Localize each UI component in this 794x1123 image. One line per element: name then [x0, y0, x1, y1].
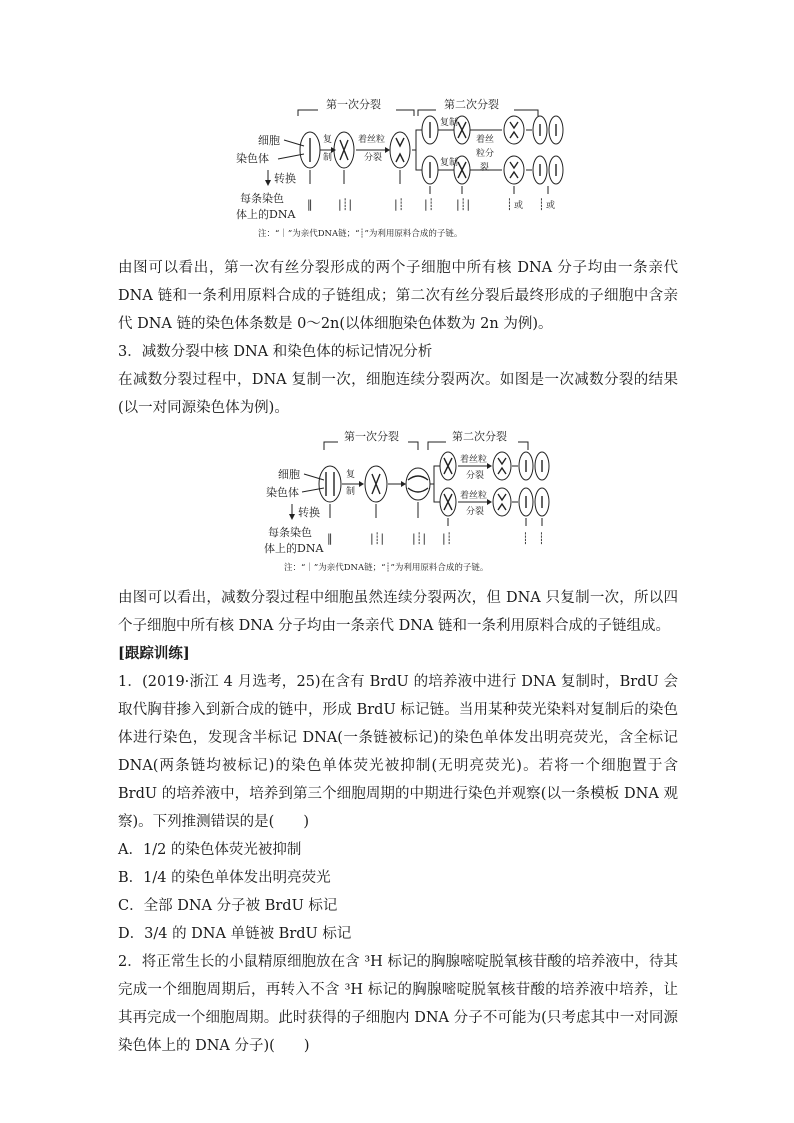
fig1-note: 注：“｜”为亲代DNA链；“┊”为利用原料合成的子链。	[258, 229, 463, 239]
svg-text:┊: ┊	[538, 198, 545, 211]
section-title-tracking-practice: [跟踪训练]	[118, 645, 190, 662]
fig1-dna-label-2: 体上的DNA	[236, 208, 296, 221]
question-1-option-d[interactable]: D．3/4 的 DNA 单链被 BrdU 标记	[118, 926, 352, 942]
fig1-phase2-label: 第二次分裂	[444, 98, 499, 111]
fig2-cent-bot-2: 分裂	[466, 507, 485, 517]
question-1-option-b[interactable]: B．1/4 的染色单体发出明亮荧光	[118, 870, 331, 886]
paragraph-1: 由图可以看出，第一次有丝分裂形成的两个子细胞中所有核 DNA 分子均由一条亲代 DNA 链和一条利用原料合成的子链组成；第二次有丝分裂后最终形成的子细胞中含亲代 DNA 链的染色体条数是 0～2n(以体细胞染色体数为 2n 为例)。	[118, 260, 678, 332]
question-1-option-a[interactable]: A．1/2 的染色体荧光被抑制	[118, 842, 302, 858]
fig1-or-2: 或	[546, 201, 556, 211]
fig2-replicate-2: 制	[346, 487, 356, 497]
svg-text:‖: ‖	[327, 532, 333, 545]
fig1-cell-3	[390, 132, 410, 168]
heading-3: 3．减数分裂中核 DNA 和染色体的标记情况分析	[118, 344, 433, 360]
question-1-stem: 1．(2019·浙江 4 月选考，25)在含有 BrdU 的培养液中进行 DNA 复制时，BrdU 会取代胸苷掺入到新合成的链中，形成 BrdU 标记链。当用某种荧光染料对复制后的染色体进行染色，发现含半标记 DNA(一条链被标记)的染色单体发出明亮荧光，含全标记 DNA(两条链均被标记)的染色单体荧光被抑制(无明亮荧光)。若将一个细胞置于含 BrdU 的培养液中，培养到第三个细胞周期的中期进行染色并观察(以一条模板 DNA 观察)。下列推测错误的是( )	[118, 674, 678, 830]
fig2-phase1-label: 第一次分裂	[344, 430, 399, 443]
fig2-cell-label: 细胞	[278, 468, 300, 481]
svg-text:┊: ┊	[506, 198, 513, 211]
fig2-dna-row	[327, 502, 545, 546]
fig1-replicate-1: 复	[323, 135, 333, 145]
fig1-replicate-2: 制	[323, 153, 333, 163]
fig2-cent-bot-1: 着丝粒	[460, 491, 488, 501]
svg-text:┊: ┊	[522, 532, 529, 545]
fig2-dna-label-2: 体上的DNA	[264, 542, 324, 555]
page-content	[118, 90, 678, 1060]
fig1-or-1: 或	[514, 201, 524, 211]
svg-text:|┊|: |┊|	[412, 532, 427, 545]
paragraph-2: 在减数分裂过程中，DNA 复制一次，细胞连续分裂两次。如图是一次减数分裂的结果(以一对同源染色体为例)。	[118, 372, 678, 416]
svg-text:|┊|: |┊|	[370, 532, 385, 545]
svg-text:┊: ┊	[538, 532, 545, 545]
fig1-centromere-1: 着丝粒	[358, 135, 386, 145]
svg-text:|┊: |┊	[442, 532, 453, 545]
svg-text:|┊: |┊	[424, 198, 435, 211]
fig1-dna-label-1: 每条染色	[240, 192, 284, 205]
fig1-convert-label: 转换	[274, 172, 296, 185]
fig2-note: 注：“｜”为亲代DNA链；“┊”为利用原料合成的子链。	[284, 563, 489, 573]
fig1-cent-top: 着丝	[476, 135, 495, 145]
fig1-rep-top: 复制	[440, 118, 459, 128]
fig1-dna-row	[307, 170, 555, 212]
fig2-phase2-label: 第二次分裂	[452, 430, 507, 443]
figure-meiosis-labeling	[118, 422, 678, 580]
fig1-cent-mid: 粒分	[476, 149, 495, 159]
fig1-rep-bot: 复制	[440, 158, 459, 168]
question-2-stem: 2．将正常生长的小鼠精原细胞放在含 ³H 标记的胸腺嘧啶脱氧核苷酸的培养液中，待其完成一个细胞周期后，再转入不含 ³H 标记的胸腺嘧啶脱氧核苷酸的培养液中培养，让其再完成一个细胞周期。此时获得的子细胞内 DNA 分子不可能为(只考虑其中一对同源染色体上的 DNA 分子)( )	[118, 954, 678, 1054]
svg-text:|┊|: |┊|	[338, 198, 353, 211]
question-1-option-c[interactable]: C．全部 DNA 分子被 BrdU 标记	[118, 898, 338, 914]
fig1-centromere-2: 分裂	[364, 153, 383, 163]
fig2-dna-label-1: 每条染色	[268, 526, 312, 539]
fig2-chrom-label: 染色体	[266, 486, 299, 499]
fig2-replicate-1: 复	[346, 470, 356, 480]
fig1-chrom-label: 染色体	[236, 152, 269, 165]
paragraph-3: 由图可以看出，减数分裂过程中细胞虽然连续分裂两次，但 DNA 只复制一次，所以四个子细胞中所有核 DNA 分子均由一条亲代 DNA 链和一条利用原料合成的子链组成。	[118, 590, 678, 634]
figure-mitosis-labeling	[118, 90, 678, 248]
mitosis-diagram	[118, 90, 678, 248]
fig1-phase1-label: 第一次分裂	[326, 98, 381, 111]
fig1-cent-bot: 裂	[480, 163, 490, 173]
fig2-cent-top-1: 着丝粒	[460, 455, 488, 465]
fig2-cent-top-2: 分裂	[466, 471, 485, 481]
fig2-convert-label: 转换	[298, 506, 320, 519]
svg-text:|┊: |┊	[394, 198, 405, 211]
svg-text:‖: ‖	[307, 198, 313, 211]
meiosis-diagram	[118, 422, 678, 580]
svg-text:|┊|: |┊|	[456, 198, 471, 211]
fig1-cell-label: 细胞	[258, 134, 280, 147]
